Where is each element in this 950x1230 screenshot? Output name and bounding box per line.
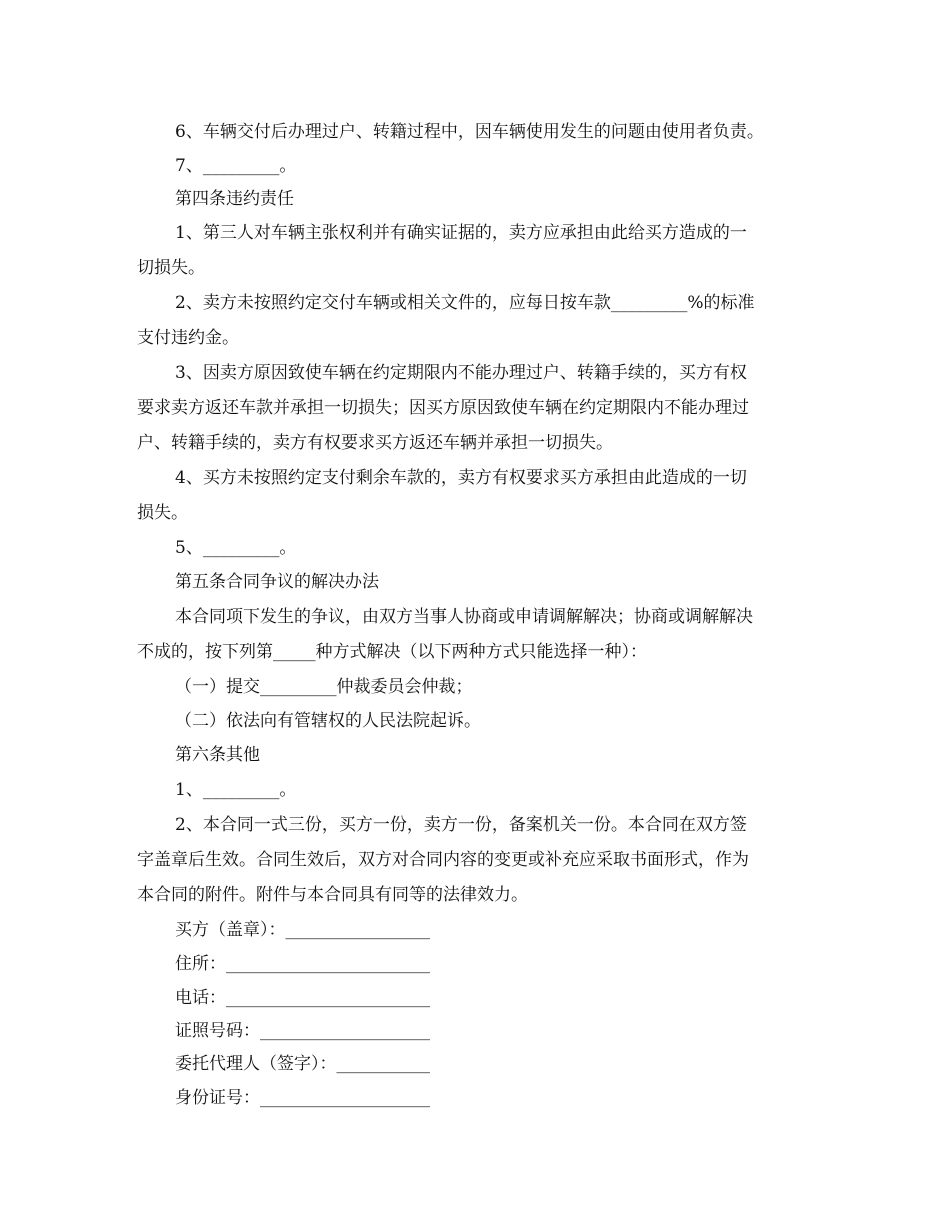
signature-field-id-number: 身份证号：____________________: [175, 1088, 430, 1108]
clause-line: 户、转籍手续的，卖方有权要求买方返还车辆并承担一切损失。: [137, 433, 613, 453]
clause-line: （一）提交_________仲裁委员会仲裁；: [175, 677, 473, 697]
clause-line: （二）依法向有管辖权的人民法院起诉。: [175, 711, 481, 731]
clause-line: 切损失。: [137, 258, 205, 278]
clause-line: 字盖章后生效。合同生效后，双方对合同内容的变更或补充应采取书面形式，作为: [137, 850, 749, 870]
signature-field-buyer: 买方（盖章）：_________________: [175, 920, 430, 940]
clause-line: 要求卖方返还车款并承担一切损失；因买方原因致使车辆在约定期限内不能办理过: [137, 398, 749, 418]
clause-line: 不成的，按下列第_____种方式解决（以下两种方式只能选择一种）：: [137, 642, 647, 662]
clause-line: 本合同项下发生的争议，由双方当事人协商或申请调解解决；协商或调解解决: [175, 607, 753, 627]
clause-line: 1、第三人对车辆主张权利并有确实证据的，卖方应承担由此给买方造成的一: [175, 223, 747, 243]
clause-line: 支付违约金。: [137, 328, 239, 348]
clause-line: 损失。: [137, 503, 188, 523]
signature-field-address: 住所：________________________: [175, 954, 430, 974]
section-heading: 第四条违约责任: [175, 189, 294, 209]
signature-field-phone: 电话：________________________: [175, 988, 430, 1008]
clause-line: 2、卖方未按照约定交付车辆或相关文件的，应每日按车款_________%的标准: [175, 293, 755, 313]
clause-line: 1、_________。: [175, 780, 297, 800]
clause-line: 5、_________。: [175, 538, 297, 558]
clause-line: 2、本合同一式三份，买方一份，卖方一份，备案机关一份。本合同在双方签: [175, 815, 747, 835]
section-heading: 第六条其他: [175, 745, 260, 765]
section-heading: 第五条合同争议的解决办法: [175, 572, 379, 592]
clause-line: 4、买方未按照约定支付剩余车款的，卖方有权要求买方承担由此造成的一切: [175, 468, 747, 488]
clause-line: 7、_________。: [175, 156, 297, 176]
signature-field-agent: 委托代理人（签字）：___________: [175, 1054, 430, 1074]
clause-line: 6、车辆交付后办理过户、转籍过程中，因车辆使用发生的问题由使用者负责。: [175, 122, 764, 142]
clause-line: 3、因卖方原因致使车辆在约定期限内不能办理过户、转籍手续的，买方有权: [175, 363, 747, 383]
clause-line: 本合同的附件。附件与本合同具有同等的法律效力。: [137, 885, 528, 905]
signature-field-license: 证照号码：____________________: [175, 1021, 430, 1041]
